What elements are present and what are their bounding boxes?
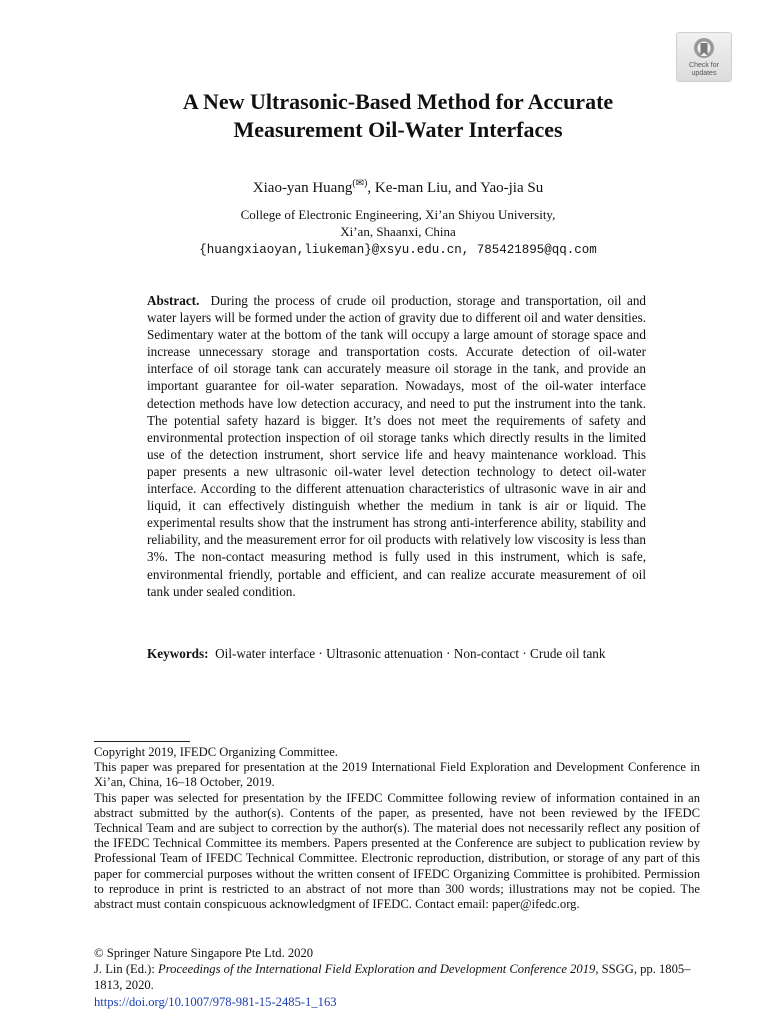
footnote-copyright: Copyright 2019, IFEDC Organizing Committee. — [94, 745, 338, 759]
badge-label — [677, 62, 731, 78]
badge-line-2: updates — [691, 70, 717, 77]
title-line-1: A New Ultrasonic-Based Method for Accurate — [182, 89, 614, 114]
crossmark-icon — [691, 37, 717, 61]
keywords-label: Keywords: — [147, 646, 209, 661]
author-emails: {huangxiaoyan,liukeman}@xsyu.edu.cn, 785421895@qq.com — [199, 243, 597, 257]
author-rest: , Ke-man Liu, and Yao-jia Su — [367, 180, 544, 196]
footnote-divider — [94, 741, 190, 742]
keywords — [147, 645, 646, 662]
doi-link[interactable]: https://doi.org/10.1007/978-981-15-2485-1_163 — [94, 994, 337, 1009]
citation-editor: J. Lin (Ed.): — [94, 962, 159, 977]
affiliation — [96, 206, 700, 259]
citation — [94, 961, 700, 993]
footnote — [94, 745, 700, 912]
author-list — [96, 174, 700, 198]
proceedings-title: Proceedings of the International Field Exploration and Development Conference 2019 — [158, 962, 596, 977]
footnote-presentation: This paper was prepared for presentation at the 2019 International Field Exploration and Development Conference in Xi’an, China, 16–18 October, 2019. — [94, 760, 700, 790]
abstract-text: During the process of crude oil production, storage and transportation, oil and water layers will be formed under the action of gravity due to different oil and water densities. Sedimentary water at the bottom of the tank will occupy a large amount of storage space and increase unnecessary storage and transportation costs. Accurate detection of oil-water interface of oil storage tank can accurately measure oil storage in the tank, and provide an important guarantee for oil-water separation. Nowadays, most of the oil-water interface detection methods have low detection accuracy, and need to put the instrument into the tank. The potential safety hazard is bigger. It’s does not meet the requirements of safety and environmental protection inspection of oil storage tanks which directly results in the limited use of the detection instrument, short service life and heavy maintenance workload. This paper presents a new ultrasonic oil-water level detection technology to detect oil-water interface. According to the different attenuation characteristics of ultrasonic wave in air and liquid, it can effectively distinguish whether the medium in tank is air or liquid. The experimental results show that the instrument has strong anti-interference ability, stability and reliability, and the measurement error for oil products with relatively low viscosity is less than 3%. The non-contact measuring method is fully used in this instrument, which is safe, environmental friendly, portable and efficient, and can realize accurate measurement of oil tank under sealed condition. — [147, 293, 647, 599]
bibliographic-info — [94, 945, 700, 1010]
corresponding-author-mark: (✉) — [352, 178, 368, 189]
badge-line-1: Check for — [689, 62, 719, 69]
citation-pages: , SSGG, pp. 1805–1813, 2020. — [94, 962, 691, 993]
affiliation-line-1: College of Electronic Engineering, Xi’an Shiyou University, — [240, 207, 556, 222]
abstract — [147, 292, 646, 600]
affiliation-line-2: Xi’an, Shaanxi, China — [340, 224, 456, 239]
check-for-updates-badge[interactable] — [676, 32, 732, 82]
keywords-text: Oil-water interface · Ultrasonic attenuation · Non-contact · Crude oil tank — [215, 646, 606, 661]
abstract-label: Abstract. — [147, 293, 200, 308]
publisher-copyright: © Springer Nature Singapore Pte Ltd. 2020 — [94, 946, 314, 960]
title-line-2: Measurement Oil-Water Interfaces — [233, 117, 563, 142]
author-first: Xiao-yan Huang — [252, 180, 353, 196]
footnote-selection: This paper was selected for presentation by the IFEDC Committee following review of information contained in an abstract submitted by the author(s). Contents of the paper, as presented, have not been reviewed by the IFEDC Technical Team and are subject to correction by the author(s). The material does not necessarily reflect any position of the IFEDC Technical Committee its members. Papers presented at the Conference are subject to publication review by Professional Team of IFEDC Technical Committee. Electronic reproduction, distribution, or storage of any part of this paper for commercial purposes without the written consent of IFEDC Organizing Committee is prohibited. Permission to reproduce in print is restricted to an abstract of not more than 300 words; illustrations may not be copied. The abstract must contain conspicuous acknowledgment of IFEDC. Contact email: paper@ifedc.org. — [94, 790, 700, 912]
paper-title — [96, 88, 700, 144]
